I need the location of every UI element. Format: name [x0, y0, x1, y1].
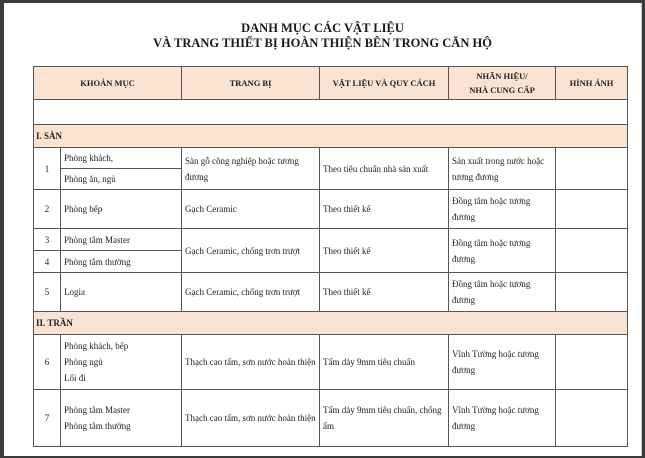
- row-number: 4: [34, 251, 61, 273]
- table-row: [34, 335, 628, 390]
- row-image: [556, 229, 628, 273]
- row-equipment: Gạch Ceramic: [182, 190, 320, 229]
- row-item: Phòng bếp: [61, 190, 182, 229]
- section-title-ceiling: II. TRẦN: [34, 312, 628, 335]
- row-equipment: Sàn gỗ công nghiệp hoặc tương đương: [182, 148, 320, 190]
- table-header-row: [34, 67, 628, 100]
- section-row-ceiling: [34, 312, 628, 335]
- row-number: 6: [34, 335, 61, 390]
- row-item-line: Phòng khách, bếp: [64, 341, 129, 351]
- header-brand-line-2: NHÀ CUNG CẤP: [469, 85, 535, 95]
- row-material: Theo tiêu chuẩn nhà sản xuất: [320, 148, 449, 190]
- header-item: KHOẢN MỤC: [34, 67, 182, 100]
- header-image: HÌNH ẢNH: [556, 67, 628, 100]
- table-row: [34, 229, 628, 251]
- row-material: Theo thiết kế: [320, 273, 449, 312]
- row-number: 5: [34, 273, 61, 312]
- materials-table: [33, 66, 628, 447]
- section-title-floor: I. SÀN: [34, 125, 628, 148]
- title-line-2: VÀ TRANG THIẾT BỊ HOÀN THIỆN BÊN TRONG CĂN HỘ: [153, 36, 492, 50]
- row-image: [556, 273, 628, 312]
- blank-cell: [34, 100, 628, 125]
- row-material: Theo thiết kế: [320, 190, 449, 229]
- row-number: 3: [34, 229, 61, 251]
- row-brand: Sản xuất trong nước hoặc tương đương: [449, 148, 556, 190]
- row-brand: Vĩnh Tường hoặc tương đương: [449, 335, 556, 390]
- blank-row: [34, 100, 628, 125]
- row-material: Theo thiết kế: [320, 229, 449, 273]
- row-item: Phòng tắm thường: [61, 251, 182, 273]
- table-row: [34, 273, 628, 312]
- header-brand: [449, 67, 556, 100]
- row-item: [61, 390, 182, 447]
- row-image: [556, 190, 628, 229]
- row-image: [556, 335, 628, 390]
- row-image: [556, 148, 628, 190]
- row-item: [61, 335, 182, 390]
- row-item: Phòng ăn, ngủ: [61, 169, 182, 190]
- row-equipment: Thạch cao tấm, sơn nước hoàn thiện: [182, 335, 320, 390]
- row-number: 7: [34, 390, 61, 447]
- title-line-1: DANH MỤC CÁC VẬT LIỆU: [241, 21, 404, 35]
- row-item-line: Phòng tắm Master: [64, 405, 130, 415]
- row-brand: Vĩnh Tường hoặc tương đương: [449, 390, 556, 447]
- row-number: 2: [34, 190, 61, 229]
- row-brand: Đồng tâm hoặc tương đương: [449, 190, 556, 229]
- row-equipment: Gạch Ceramic, chống trơn trượt: [182, 273, 320, 312]
- section-row-floor: [34, 125, 628, 148]
- table-row: [34, 190, 628, 229]
- row-equipment: Thạch cao tấm, sơn nước hoàn thiện: [182, 390, 320, 447]
- document-title: [4, 21, 641, 51]
- header-material: VẬT LIỆU VÀ QUY CÁCH: [320, 67, 449, 100]
- row-number: 1: [34, 148, 61, 190]
- row-item: Phòng khách,: [61, 148, 182, 169]
- table-row: [34, 148, 628, 169]
- row-brand: Đồng tâm hoặc tương đương: [449, 273, 556, 312]
- table-row: [34, 390, 628, 447]
- row-brand: Đồng tâm hoặc tương đương: [449, 229, 556, 273]
- row-image: [556, 390, 628, 447]
- row-material: Tấm dày 9mm tiêu chuẩn: [320, 335, 449, 390]
- row-item-line: Lối đi: [64, 373, 86, 383]
- row-item: Logia: [61, 273, 182, 312]
- document-page: [4, 3, 642, 456]
- row-item-line: Phòng ngủ: [64, 357, 103, 367]
- row-equipment: Gạch Ceramic, chống trơn trượt: [182, 229, 320, 273]
- row-item: Phòng tắm Master: [61, 229, 182, 251]
- header-equipment: TRANG BỊ: [182, 67, 320, 100]
- row-item-line: Phòng tắm thường: [64, 421, 131, 431]
- header-brand-line-1: NHÃN HIỆU/: [476, 71, 528, 81]
- row-material: Tấm dày 9mm tiêu chuẩn, chống ẩm: [320, 390, 449, 447]
